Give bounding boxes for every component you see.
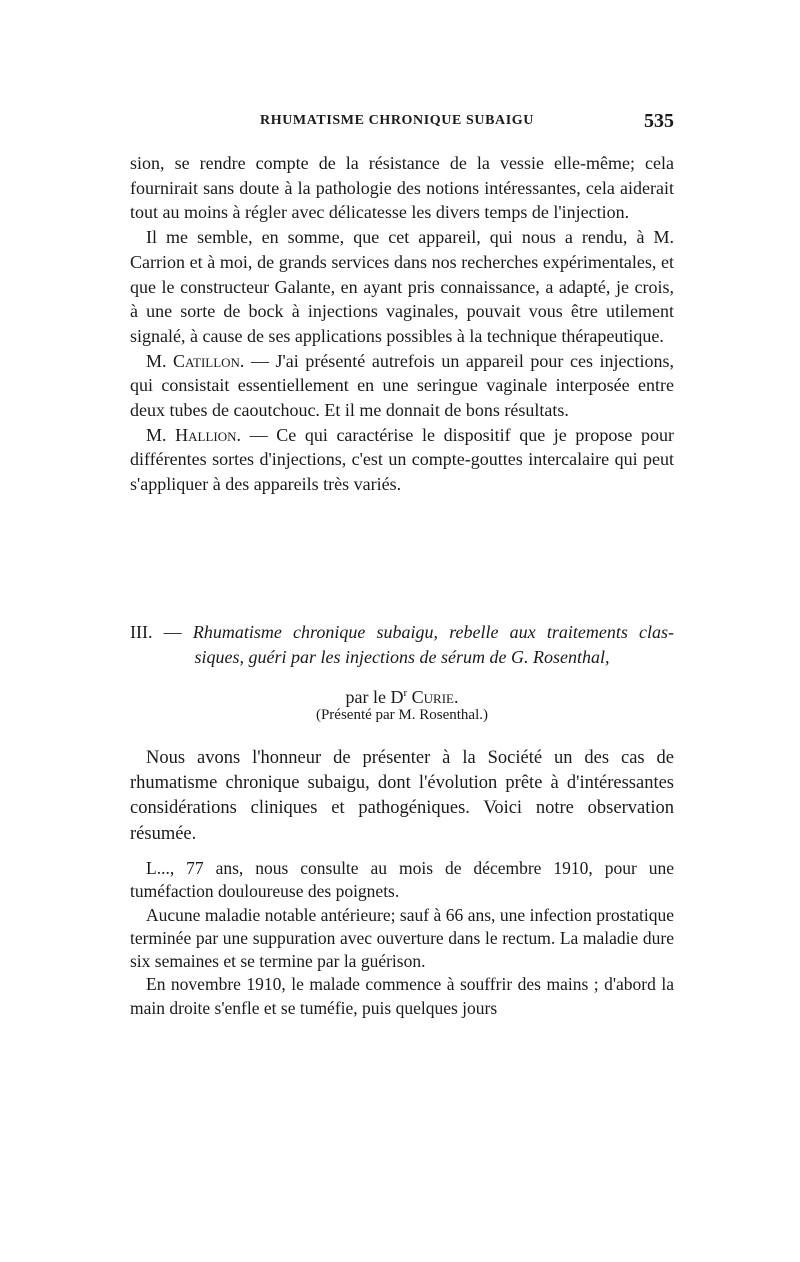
catillon-remark: — J'ai présenté autrefois un appareil pour ces injections, qui consistait essentiellement en une seringue vaginale interposée entre deux tubes de caoutchouc. Et il me donnait de bons résultats. [130,350,674,421]
speaker-catillon: M. Catillon. [146,350,245,371]
paragraph-introduction: Nous avons l'honneur de présenter à la Société un des cas de rhumatisme chronique subaigu, dont l'évolution prête à d'intéressantes considérations cliniques et pathogéniques. Voici notre observation résumée. [130,748,674,844]
section-heading [130,620,674,670]
presented-by: (Présenté par M. Rosenthal.) [315,707,489,723]
paragraph-onset: En novembre 1910, le malade commence à souffrir des mains ; d'abord la main droite s'enfle et se tuméfie, puis quelques jours [130,974,674,1018]
speaker-hallion: M. Hallion. [146,424,241,445]
page-number: 535 [644,110,674,132]
paragraph-appareil: Il me semble, en somme, que cet appareil, qui nous a rendu, à M. Carrion et à moi, de grands services dans nos recherches expérimentales, et que le constructeur Galante, en ayant pris connaissance, a adapté, je crois, à une sorte de bock à injections vaginales, pouvait vous être utilement signalé, à cause de ses applications possibles à la technique thérapeutique. [130,227,674,346]
paragraph-patient: L..., 77 ans, nous consulte au mois de décembre 1910, pour une tuméfaction douloureuse des poignets. [130,858,674,902]
section-title-part-1: Rhumatisme chronique subaigu, rebelle aux traitements clas- [192,622,674,642]
paragraph-history: Aucune maladie notable antérieure; sauf à 66 ans, une infection prostatique terminée par une suppuration avec ouverture dans le rectum. La maladie dure six semaines et se termine par la guérison. [130,904,674,972]
paragraph-continuation: sion, se rendre compte de la résistance de la vessie elle-même; cela fournirait sans doute à la pathologie des notions intéressantes, cela aiderait tout au moins à régler avec délicatesse les divers temps de l'injection. [130,153,674,223]
discussion-text [130,151,674,497]
observation-text [130,857,674,1020]
paragraph-hallion [130,423,674,497]
author-name: Curie. [407,687,459,707]
byline-superscript: r [403,687,408,699]
hallion-remark: — Ce qui caractérise le dispositif que je propose pour différentes sortes d'injections, c'est un compte-gouttes intercalaire qui peut s'appliquer à des appareils très variés. [130,424,674,495]
paragraph-catillon [130,349,674,423]
running-title: RHUMATISME CHRONIQUE SUBAIGU [260,113,535,128]
introduction-text [130,746,674,847]
running-head [130,110,674,135]
section-title-line-1 [130,620,674,645]
section-title-line-2 [130,645,674,670]
byline-prefix: par le D [345,687,404,707]
section-number: III. — [130,622,193,642]
section-title-part-2: siques, guéri par les injections de sérum de G. Rosenthal, [194,647,610,667]
